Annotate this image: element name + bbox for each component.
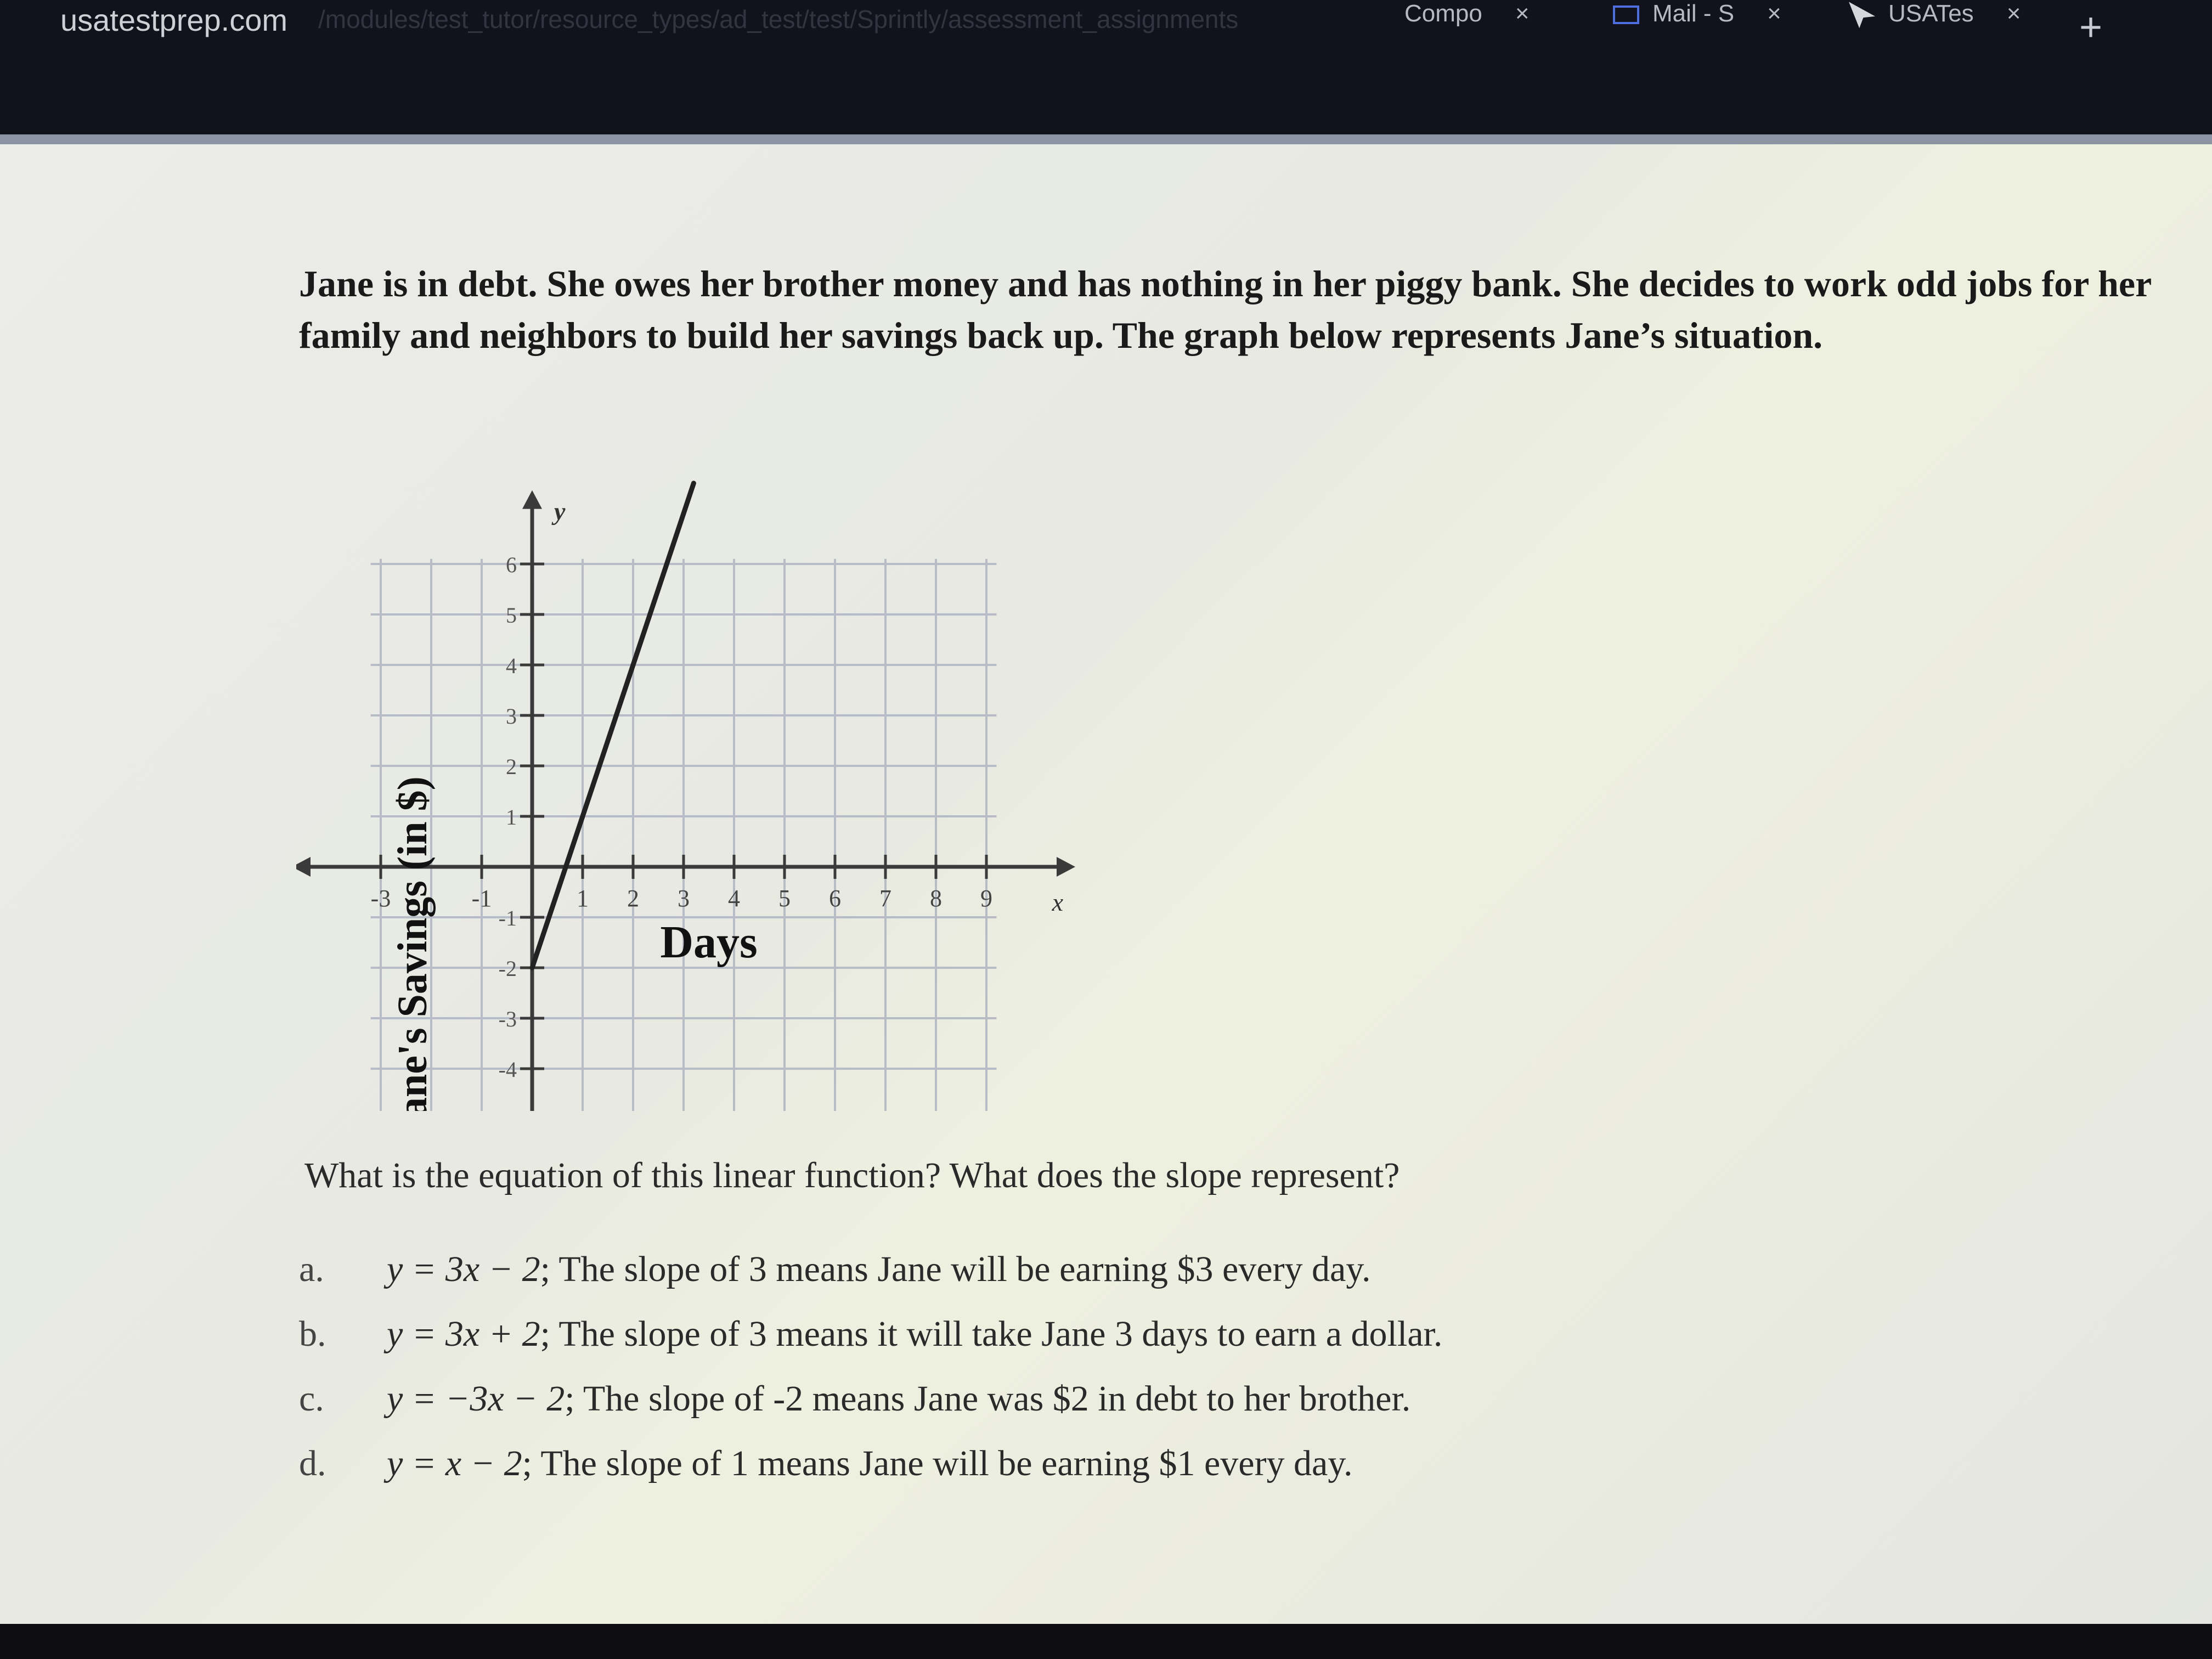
choice-d[interactable] bbox=[299, 1431, 1442, 1496]
x-axis-arrow-left bbox=[296, 857, 311, 877]
x-tick-label: 5 bbox=[778, 885, 791, 912]
x-tick-label: 3 bbox=[678, 885, 690, 912]
choice-letter: c. bbox=[299, 1379, 324, 1419]
address-bar[interactable]: usatestprep.com bbox=[60, 3, 287, 37]
y-tick-label bbox=[499, 1108, 517, 1111]
graph-svg bbox=[296, 354, 1097, 1111]
question-page bbox=[0, 134, 2212, 1659]
y-axis-arrow-up bbox=[522, 490, 542, 509]
x-tick-label: -1 bbox=[471, 885, 492, 912]
intro-line-1: Jane is in debt. She owes her brother money and has nothing in her piggy bank. She decides to work odd jobs for her bbox=[299, 263, 2152, 304]
y-axis-name: y bbox=[554, 497, 566, 526]
y-tick-label: -2 bbox=[498, 956, 517, 981]
choice-separator: ; bbox=[540, 1249, 559, 1289]
question-intro bbox=[299, 258, 2175, 361]
intro-line-2: family and neighbors to build her savings back up. The graph below represents Jane’s situation. bbox=[299, 314, 1823, 356]
choice-separator: ; bbox=[565, 1379, 583, 1419]
choice-equation: y = x − 2 bbox=[387, 1443, 522, 1483]
tab-compose-label: Compo bbox=[1404, 0, 1482, 27]
choice-separator: ; bbox=[540, 1314, 559, 1354]
new-tab-button[interactable]: + bbox=[2079, 5, 2103, 49]
x-tick-label: -3 bbox=[370, 885, 391, 912]
close-icon[interactable]: × bbox=[2006, 0, 2021, 27]
x-tick-label: 2 bbox=[627, 885, 639, 912]
choice-letter: d. bbox=[299, 1443, 326, 1483]
answer-choices bbox=[299, 1237, 1442, 1496]
choice-a[interactable] bbox=[299, 1237, 1442, 1302]
mail-icon bbox=[1613, 5, 1639, 24]
x-axis-label: Days bbox=[660, 917, 758, 968]
choice-explanation: The slope of 3 means it will take Jane 3 days to earn a dollar. bbox=[558, 1314, 1443, 1354]
question-prompt: What is the equation of this linear function? What does the slope represent? bbox=[304, 1155, 1400, 1195]
choice-explanation: The slope of -2 means Jane was $2 in debt to her brother. bbox=[583, 1379, 1411, 1419]
choice-b[interactable] bbox=[299, 1302, 1442, 1367]
screen-bezel bbox=[0, 1624, 2212, 1659]
tab-mail-label: Mail - S bbox=[1652, 0, 1735, 27]
y-tick-label: 1 bbox=[506, 805, 517, 830]
x-tick-label: 9 bbox=[980, 885, 992, 912]
choice-equation: y = 3x − 2 bbox=[387, 1249, 540, 1289]
x-tick-label: 1 bbox=[577, 885, 589, 912]
tab-usatestprep-label: USATes bbox=[1888, 0, 1974, 27]
savings-graph bbox=[296, 354, 1097, 1111]
choice-c[interactable] bbox=[299, 1367, 1442, 1431]
y-tick-label: 5 bbox=[506, 603, 517, 628]
x-tick-label: 7 bbox=[879, 885, 891, 912]
choice-explanation: The slope of 1 means Jane will be earning $1 every day. bbox=[540, 1443, 1353, 1483]
browser-chrome bbox=[0, 0, 2212, 137]
choice-equation: y = 3x + 2 bbox=[387, 1314, 540, 1354]
page-top-border bbox=[0, 134, 2212, 144]
close-icon[interactable]: × bbox=[1515, 0, 1530, 27]
choice-letter: a. bbox=[299, 1249, 324, 1289]
savings-line bbox=[532, 483, 693, 968]
x-tick-label: 6 bbox=[829, 885, 841, 912]
choice-letter: b. bbox=[299, 1314, 326, 1354]
close-icon[interactable]: × bbox=[1767, 0, 1781, 27]
choice-equation: y = −3x − 2 bbox=[387, 1379, 565, 1419]
y-tick-label: 3 bbox=[506, 704, 517, 729]
tab-mail[interactable] bbox=[1613, 0, 1781, 38]
y-tick-label: -3 bbox=[498, 1007, 517, 1031]
x-tick-label: 4 bbox=[728, 885, 740, 912]
choice-separator: ; bbox=[522, 1443, 541, 1483]
choice-explanation: The slope of 3 means Jane will be earning $3 every day. bbox=[558, 1249, 1371, 1289]
x-tick-label: 8 bbox=[930, 885, 942, 912]
y-tick-label: 2 bbox=[506, 754, 517, 779]
y-tick-label: -4 bbox=[498, 1057, 517, 1082]
tab-usatestprep[interactable] bbox=[1849, 0, 2021, 38]
y-tick-label: 4 bbox=[506, 653, 517, 678]
tab-compose[interactable] bbox=[1404, 0, 1530, 38]
y-tick-label: 6 bbox=[506, 552, 517, 577]
y-axis-label: Jane's Savings (in $) bbox=[389, 776, 436, 1111]
usatestprep-logo-icon bbox=[1849, 2, 1875, 28]
address-path[interactable]: /modules/test_tutor/resource_types/ad_test/test/Sprintly/assessment_assignments bbox=[318, 5, 1239, 33]
x-axis-name: x bbox=[1052, 888, 1064, 916]
y-tick-label: -1 bbox=[498, 906, 517, 930]
x-axis-arrow-right bbox=[1057, 857, 1075, 877]
